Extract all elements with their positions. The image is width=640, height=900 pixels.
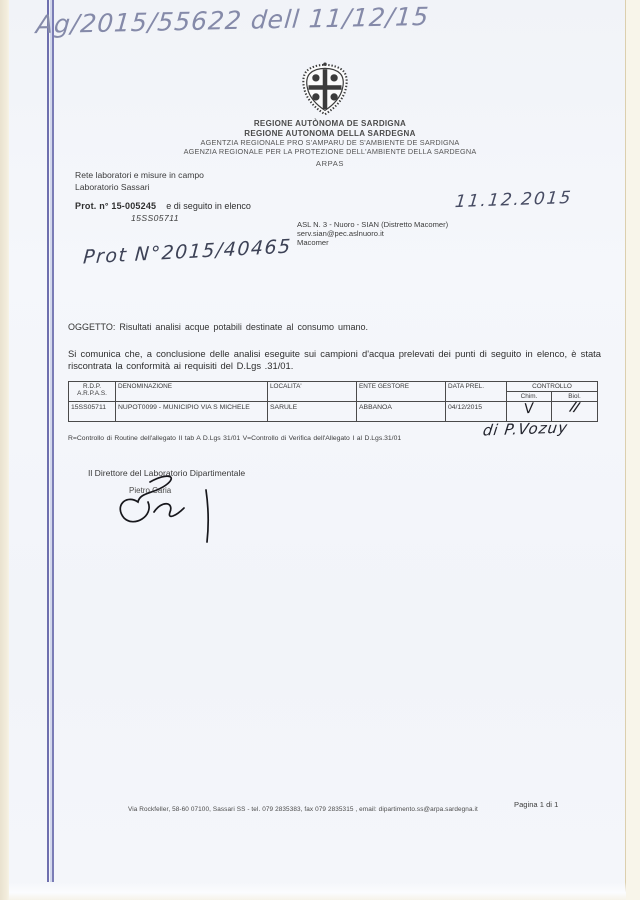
sample-code: 15SS05711 bbox=[131, 213, 179, 223]
cell-ente: ABBANOA bbox=[357, 402, 446, 422]
header-agency-names bbox=[60, 139, 600, 157]
cell-rdp: 15SS05711 bbox=[69, 402, 116, 422]
col-header-controllo: CONTROLLO bbox=[507, 382, 598, 392]
subject-line: OGGETTO: Risultati analisi acque potabili destinate al consumo umano. bbox=[68, 322, 368, 332]
col-header-localita: LOCALITA' bbox=[268, 382, 357, 402]
protocol-line bbox=[75, 201, 251, 211]
col-header-data-prel: DATA PREL. bbox=[446, 382, 507, 402]
margin-rule-line bbox=[52, 0, 54, 882]
col-header-ente-gestore: ENTE GESTORE bbox=[357, 382, 446, 402]
handwritten-protocol-annotation: Ag/2015/55622 dell 11/12/15 bbox=[34, 1, 431, 40]
region-name-sardinian: REGIONE AUTÒNOMA DE SARDIGNA bbox=[253, 119, 407, 128]
results-table bbox=[68, 381, 598, 422]
table-footnote: R=Controllo di Routine dell'allegato II tab A D.Lgs 31/01 V=Controllo di Verifica dell'Allegato I al D.Lgs.31/01 bbox=[68, 435, 402, 442]
col-header-biol: Biol. bbox=[552, 392, 598, 402]
col-header-chim: Chim. bbox=[507, 392, 552, 402]
sender-block bbox=[75, 169, 204, 193]
recipient-city: Macomer bbox=[297, 238, 329, 248]
scan-edge-bottom bbox=[9, 882, 626, 900]
protocol-suffix: e di seguito in elenco bbox=[166, 201, 251, 211]
handwritten-prot-note: Prot N°2015/40465 bbox=[82, 235, 293, 269]
cell-data-prel: 04/12/2015 bbox=[446, 402, 507, 422]
director-name: Pietro Caria bbox=[129, 486, 172, 495]
margin-rule-line bbox=[47, 0, 49, 882]
handwritten-check-biol: // bbox=[569, 399, 580, 416]
region-name-italian: REGIONE AUTONOMA DELLA SARDEGNA bbox=[244, 128, 416, 138]
sardegna-coat-of-arms-icon bbox=[299, 61, 351, 124]
cell-localita: SARULE bbox=[268, 402, 357, 422]
agency-name-italian: AGENZIA REGIONALE PER LA PROTEZIONE DELL'AMBIENTE DELLA SARDEGNA bbox=[183, 146, 477, 156]
header-region-names bbox=[60, 119, 600, 138]
handwritten-date: 11.12.2015 bbox=[453, 187, 574, 213]
col-header-denominazione: DENOMINAZIONE bbox=[116, 382, 268, 402]
scan-edge-right bbox=[625, 0, 640, 900]
agency-name-sardinian: AGENTZIA REGIONALE PRO S'AMPARU DE S'AMBIENTE DE SARDIGNA bbox=[200, 138, 460, 147]
col-header-rdp: R.D.P. A.R.P.A.S. bbox=[69, 382, 116, 402]
director-title: Il Direttore del Laboratorio Dipartimentale bbox=[88, 468, 246, 478]
sender-laboratory: Laboratorio Sassari bbox=[75, 182, 150, 192]
recipient-name: ASL N. 3 - Nuoro - SIAN (Distretto Macomer) bbox=[297, 220, 449, 229]
cell-denominazione: NUPOT0099 - MUNICIPIO VIA S MICHELE bbox=[116, 402, 268, 422]
body-paragraph: Si comunica che, a conclusione delle analisi eseguite sui campioni d'acqua prelevati dei punti di seguito in elenco, è stata riscontrata la conformità ai requisiti del D.Lgs .31/01. bbox=[68, 348, 601, 371]
handwritten-signature bbox=[102, 466, 252, 553]
footer-address: Via Rockfeller, 58-60 07100, Sassari SS - tel. 079 2835383, fax 079 2835315 , email: dipartimento.ss@arpa.sardegna.it bbox=[128, 806, 478, 813]
sender-network: Rete laboratori e misure in campo bbox=[75, 170, 204, 180]
agency-acronym: ARPAS bbox=[315, 159, 345, 168]
protocol-number: Prot. n° 15-005245 bbox=[75, 201, 157, 211]
handwritten-verifier-signature: di P.Vozuy bbox=[481, 418, 570, 440]
recipient-email: serv.sian@pec.aslnuoro.it bbox=[297, 229, 384, 239]
handwritten-check-chim: V bbox=[523, 400, 535, 418]
footer-page-number: Pagina 1 di 1 bbox=[514, 800, 559, 809]
scan-edge-left bbox=[0, 0, 9, 900]
table-row bbox=[69, 402, 598, 422]
recipient-block bbox=[297, 220, 448, 248]
